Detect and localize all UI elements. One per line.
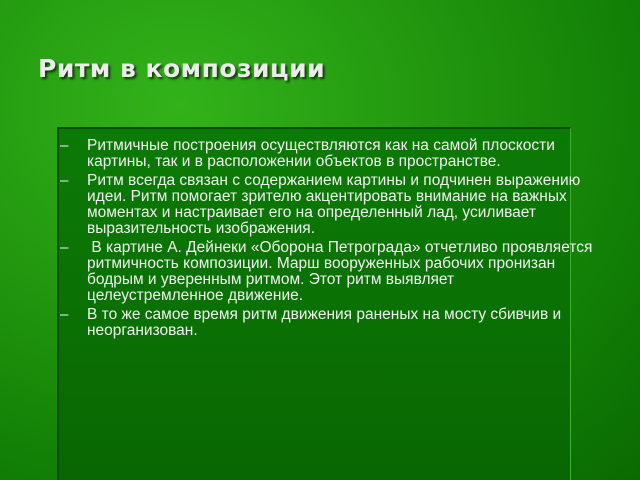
bullet-text: Ритмичные построения осуществляются как на самой плоскости картины, так и в расположении объектов в пространстве.	[87, 137, 555, 170]
bullet-text: В то же самое время ритм движения раненых на мосту сбивчив и неорганизован.	[87, 306, 562, 339]
bullet-item	[60, 138, 595, 170]
bullet-text: В картине А. Дейнеки «Оборона Петрограда» отчетливо проявляется ритмичность композиции. Марш вооруженных рабочих пронизан бодрым и уверенным ритмом. Этот ритм выявляет целеустремленное движение.	[87, 239, 597, 304]
bullet-item	[60, 240, 595, 304]
bullet-dash-icon: –	[60, 172, 69, 189]
slide-title: Ритм в композиции	[38, 54, 326, 83]
bullet-dash-icon: –	[60, 239, 69, 256]
bullet-item	[60, 307, 595, 339]
bullet-dash-icon: –	[60, 137, 69, 154]
bullet-text: Ритм всегда связан с содержанием картины и подчинен выражению идеи. Ритм помогает зрителю акцентировать внимание на важных моментах и настраивает его на определенный лад, усиливает выразительность изображения.	[87, 172, 581, 237]
bullet-item	[60, 173, 595, 237]
bullet-list	[60, 138, 595, 342]
bullet-dash-icon: –	[60, 306, 69, 323]
